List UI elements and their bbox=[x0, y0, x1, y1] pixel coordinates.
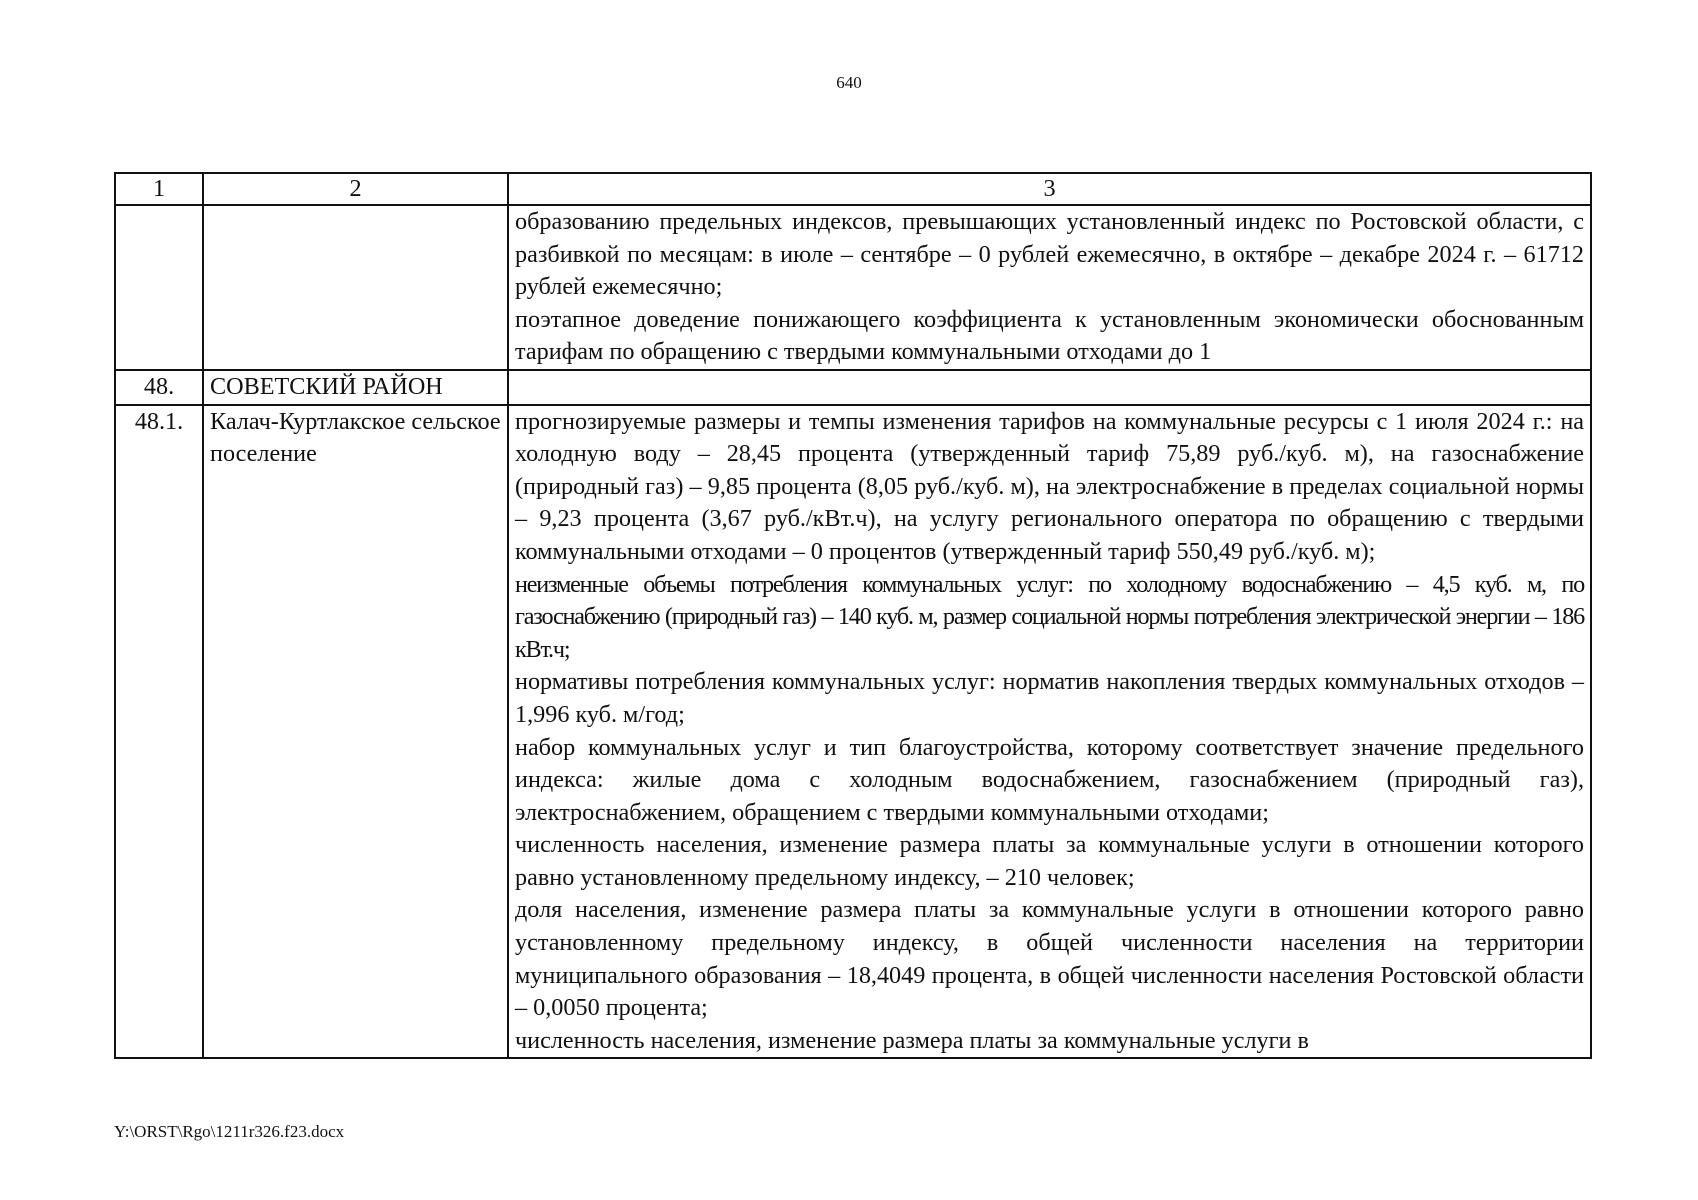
table-row-settlement bbox=[115, 405, 1591, 1059]
empty-cell bbox=[115, 205, 203, 370]
header-cell-2: 2 bbox=[203, 173, 508, 205]
continuation-text-cell bbox=[508, 205, 1591, 370]
header-cell-1: 1 bbox=[115, 173, 203, 205]
paragraph: численность населения, изменение размера платы за коммунальные услуги в отношении которого равно установленному предельному индексу, – 210 человек; bbox=[515, 831, 1584, 891]
settlement-name: Калач-Куртлакское сельское поселение bbox=[203, 405, 508, 1059]
table-row-district bbox=[115, 370, 1591, 405]
tariff-table bbox=[114, 172, 1592, 1059]
paragraph: набор коммунальных услуг и тип благоустройства, которому соответствует значение предельного индекса: жилые дома с холодным водоснабжением, газоснабжением (природный газ), электроснабжением, обращением с твердыми коммунальными отходами; bbox=[515, 733, 1584, 826]
page-number: 640 bbox=[836, 73, 862, 92]
table-header-row bbox=[115, 173, 1591, 205]
empty-cell bbox=[203, 205, 508, 370]
empty-cell bbox=[508, 370, 1591, 405]
paragraph: поэтапное доведение понижающего коэффициента к установленным экономически обоснованным тарифам по обращению с твердыми коммунальными отходами до 1 bbox=[515, 305, 1584, 366]
footer-file-path: Y:\ORST\Rgo\1211r326.f23.docx bbox=[114, 1122, 345, 1141]
district-number: 48. bbox=[115, 370, 203, 405]
paragraph: численность населения, изменение размера платы за коммунальные услуги в bbox=[515, 1026, 1309, 1054]
paragraph: образованию предельных индексов, превышающих установленный индекс по Ростовской области, с разбивкой по месяцам: в июле – сентябре – 0 рублей ежемесячно, в октябре – декабре 2024 г. – 61712 рублей ежемесячно; bbox=[515, 208, 1584, 301]
table-row-continuation bbox=[115, 205, 1591, 370]
settlement-number: 48.1. bbox=[115, 405, 203, 1059]
paragraph: нормативы потребления коммунальных услуг: норматив накопления твердых коммунальных отходов – 1,996 куб. м/год; bbox=[515, 668, 1584, 728]
district-name: СОВЕТСКИЙ РАЙОН bbox=[203, 370, 508, 405]
paragraph: неизменные объемы потребления коммунальных услуг: по холодному водоснабжению – 4,5 куб. м, по газоснабжению (природный газ) – 140 куб. м, размер социальной нормы потребления электрической энергии – 186 кВт.ч; bbox=[515, 570, 1584, 663]
header-cell-3: 3 bbox=[508, 173, 1591, 205]
paragraph: доля населения, изменение размера платы за коммунальные услуги в отношении которого равно установленному предельному индексу, в общей численности населения на территории муниципального образования – 18,4049 процента, в общей численности населения Ростовской области – 0,0050 процента; bbox=[515, 896, 1584, 1022]
settlement-text-cell bbox=[508, 405, 1591, 1059]
paragraph: прогнозируемые размеры и темпы изменения тарифов на коммунальные ресурсы с 1 июля 2024 г.: на холодную воду – 28,45 процента (утвержденный тариф 75,89 руб./куб. м), на газоснабжение (природный газ) – 9,85 процента (8,05 руб./куб. м), на электроснабжение в пределах социальной нормы – 9,23 процента (3,67 руб./кВт.ч), на услугу регионального оператора по обращению с твердыми коммунальными отходами – 0 процентов (утвержденный тариф 550,49 руб./куб. м); bbox=[515, 407, 1584, 565]
